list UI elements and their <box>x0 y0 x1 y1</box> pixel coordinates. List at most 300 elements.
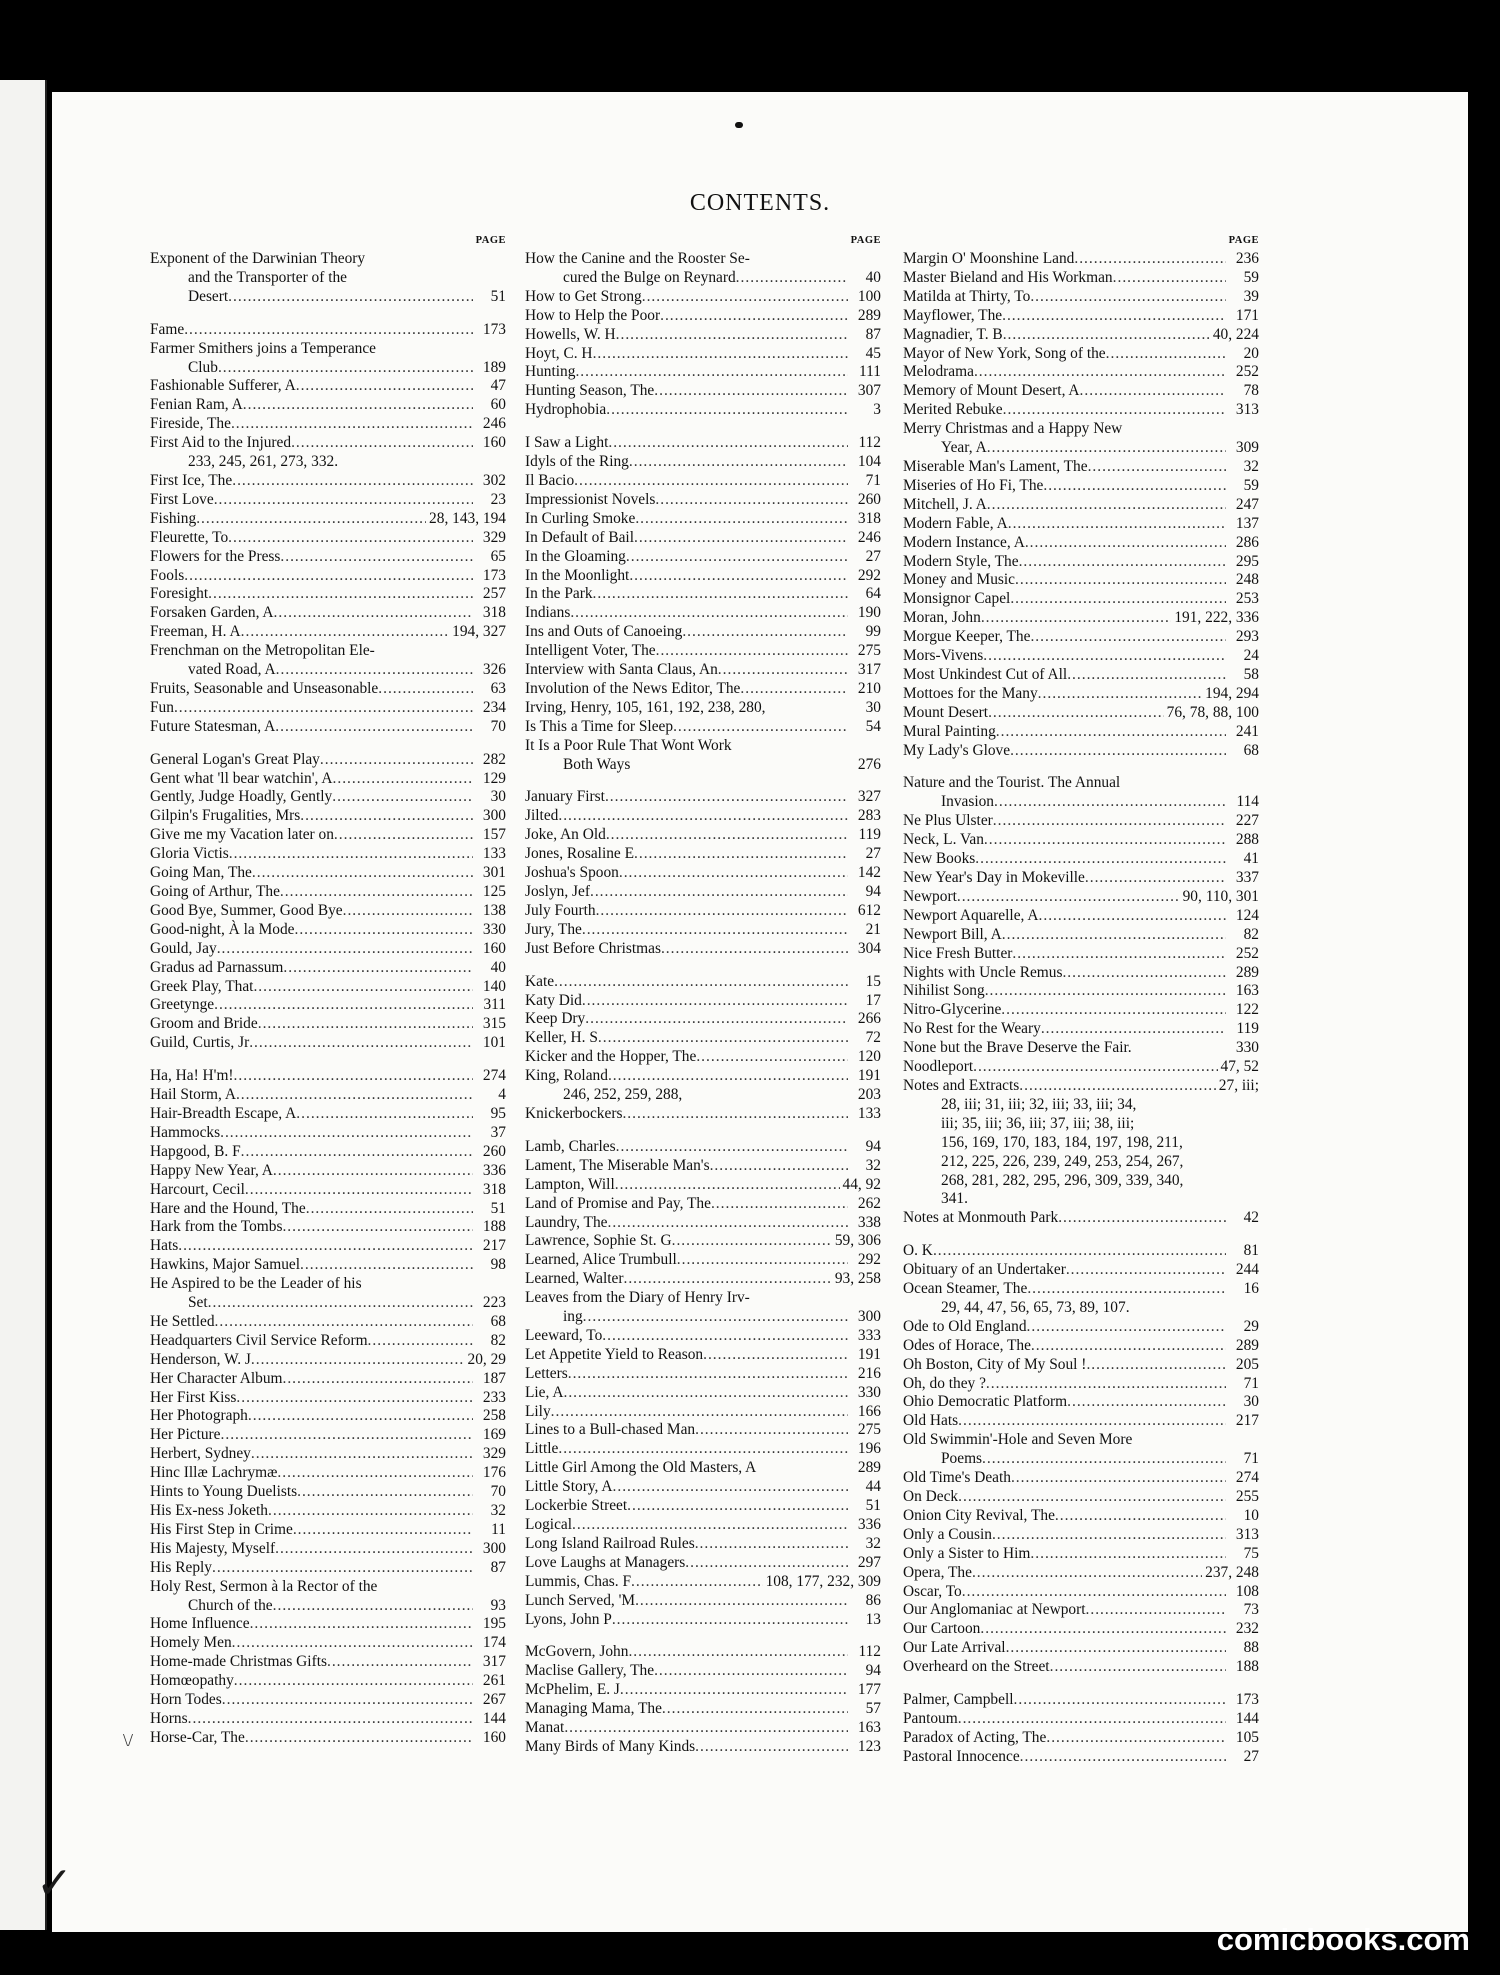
entry-title: New Year's Day in Mokeville <box>903 869 1085 886</box>
dot-leader <box>620 1681 848 1700</box>
dot-leader <box>660 307 848 326</box>
dot-leader <box>208 1294 473 1313</box>
entry-title: Notes at Monmouth Park <box>903 1209 1059 1227</box>
entry-title: Nitro-Glycerine <box>903 1001 1002 1019</box>
toc-entry <box>525 1535 881 1554</box>
entry-title: Freeman, H. A <box>150 623 241 641</box>
entry-page-number: 10 <box>1243 1506 1259 1524</box>
entry-title: Impressionist Novels <box>525 490 656 508</box>
toc-entry <box>150 415 506 434</box>
entry-title: 246, 252, 259, 288, <box>563 1086 683 1104</box>
dot-leader <box>1085 869 1226 888</box>
toc-entry <box>903 1526 1259 1545</box>
entry-title: None but the Brave Deserve the Fair. <box>903 1039 1132 1057</box>
entry-page-number: 111 <box>859 363 881 381</box>
dot-leader <box>602 1327 848 1346</box>
dot-leader <box>252 864 473 883</box>
dot-leader <box>958 1412 1226 1431</box>
toc-entry <box>903 288 1259 307</box>
entry-page-number: 32 <box>1243 457 1259 475</box>
entry-page-number: 318 <box>482 604 506 622</box>
dot-leader <box>1080 382 1226 401</box>
entry-title: Fruits, Seasonable and Unseasonable <box>150 679 379 697</box>
dot-leader <box>174 699 473 718</box>
entry-title: Hair-Breadth Escape, A <box>150 1104 297 1122</box>
entry-title: Hare and the Hound, The <box>150 1199 306 1217</box>
toc-entry <box>150 359 506 378</box>
entry-title: Fleurette, To <box>150 528 229 546</box>
toc-entry <box>903 1658 1259 1677</box>
toc-entry <box>903 363 1259 382</box>
toc-entry <box>525 1067 881 1086</box>
entry-title: Neck, L. Van <box>903 831 984 849</box>
toc-entry <box>903 477 1259 496</box>
dot-leader <box>596 902 848 921</box>
entry-title: Oscar, To <box>903 1582 962 1600</box>
entry-page-number: 223 <box>482 1294 506 1312</box>
entry-title: Most Unkindest Cut of All <box>903 665 1068 683</box>
entry-page-number: 82 <box>1243 925 1259 943</box>
entry-title: Mottoes for the Many <box>903 684 1038 702</box>
toc-entry <box>525 642 881 661</box>
entry-title: Desert <box>188 287 229 305</box>
toc-entry <box>150 1034 506 1053</box>
entry-title: Pantoum <box>903 1709 958 1727</box>
entry-title-line: Frenchman on the Metropolitan Ele- <box>150 642 375 660</box>
toc-entry <box>150 1015 506 1034</box>
dot-leader <box>220 1124 473 1143</box>
entry-page-number: 333 <box>857 1326 881 1344</box>
dot-leader <box>327 1653 473 1672</box>
toc-entry <box>525 1232 881 1251</box>
entry-page-number: 210 <box>857 679 881 697</box>
dot-leader <box>608 434 848 453</box>
entry-page-number: 612 <box>857 901 881 919</box>
entry-title: Kate <box>525 972 555 990</box>
dot-leader <box>635 1592 848 1611</box>
entry-title: Little <box>525 1440 559 1458</box>
entry-title: Nights with Uncle Remus <box>903 963 1063 981</box>
entry-title: Gloria Victis <box>150 845 229 863</box>
dot-leader <box>962 1583 1226 1602</box>
entry-page-number: 289 <box>857 1459 881 1477</box>
entry-title: Our Anglomaniac at Newport <box>903 1601 1086 1619</box>
entry-title-line: Leaves from the Diary of Henry Irv- <box>525 1289 750 1307</box>
entry-title: No Rest for the Weary <box>903 1020 1041 1038</box>
dot-leader <box>568 1365 848 1384</box>
toc-entry <box>525 1214 881 1233</box>
entry-page-number: 78 <box>1243 382 1259 400</box>
entry-title: Fun <box>150 698 174 716</box>
entry-title: My Lady's Glove <box>903 741 1011 759</box>
toc-entry <box>150 921 506 940</box>
toc-entry <box>150 1200 506 1219</box>
toc-entry <box>525 1048 881 1067</box>
entry-title: Maclise Gallery, The <box>525 1662 655 1680</box>
toc-entry <box>903 401 1259 420</box>
entry-page-number: 94 <box>865 1662 881 1680</box>
entry-page-number: 72 <box>865 1029 881 1047</box>
dot-leader <box>188 1710 473 1729</box>
dot-leader <box>634 529 848 548</box>
entry-title: Modern Style, The <box>903 552 1019 570</box>
toc-entry <box>525 1662 881 1681</box>
toc-entry <box>903 269 1259 288</box>
entry-title-line: Exponent of the Darwinian Theory <box>150 250 366 267</box>
toc-entry <box>525 491 881 510</box>
entry-title: Idyls of the Ring <box>525 453 629 471</box>
dot-leader <box>1010 742 1226 761</box>
entry-title: Lamb, Charles <box>525 1137 616 1155</box>
toc-entry <box>525 973 881 992</box>
section-gap <box>525 774 881 788</box>
toc-entry <box>903 496 1259 515</box>
entry-page-number: 318 <box>482 1180 506 1198</box>
dot-leader <box>241 1143 473 1162</box>
entry-page-number: 142 <box>857 864 881 882</box>
toc-entry <box>150 1653 506 1672</box>
entry-title: How to Get Strong <box>525 287 642 305</box>
toc-entry <box>903 1172 1259 1191</box>
toc-entry <box>150 807 506 826</box>
entry-title: Newport Aquarelle, A <box>903 906 1039 924</box>
entry-page-number: 70 <box>490 1483 506 1501</box>
dot-leader <box>994 793 1226 812</box>
entry-page-number: 124 <box>1235 906 1259 924</box>
entry-title: Nihilist Song <box>903 982 985 1000</box>
entry-title: Going of Arthur, The <box>150 883 280 900</box>
dot-leader <box>626 548 848 567</box>
entry-title: Manat <box>525 1719 565 1737</box>
dot-leader <box>275 1540 473 1559</box>
toc-entry <box>525 864 881 883</box>
entry-page-number: 120 <box>857 1048 881 1066</box>
toc-entry <box>150 902 506 921</box>
entry-page-number: 258 <box>482 1407 506 1425</box>
entry-page-number: 283 <box>857 807 881 825</box>
dot-leader <box>214 996 473 1015</box>
toc-entry <box>525 788 881 807</box>
toc-entry <box>903 307 1259 326</box>
entry-title: In Default of Bail <box>525 528 634 546</box>
dot-leader <box>1027 1318 1226 1337</box>
dot-leader <box>296 1105 473 1124</box>
toc-entry <box>150 288 506 307</box>
entry-title: ing <box>563 1308 583 1326</box>
entry-page-number: 64 <box>865 585 881 603</box>
toc-entry <box>525 1138 881 1157</box>
entry-title: Invasion <box>941 793 995 811</box>
entry-title: Logical <box>525 1516 573 1533</box>
toc-entry <box>150 699 506 718</box>
toc-entry <box>525 661 881 680</box>
entry-title: Year, A <box>941 439 987 457</box>
entry-title: Lines to a Bull-chased Man <box>525 1421 696 1439</box>
dot-leader <box>273 1597 473 1616</box>
dot-leader <box>606 401 848 420</box>
entry-page-number: 30 <box>490 788 506 806</box>
dot-leader <box>275 718 473 737</box>
entry-title: Ocean Steamer, The <box>903 1280 1028 1298</box>
checkmark-icon: ✓ <box>36 1859 73 1908</box>
section-gap <box>525 1124 881 1138</box>
toc-entry <box>525 548 881 567</box>
adjacent-page-edge <box>0 80 47 1930</box>
dot-leader <box>229 845 473 864</box>
toc-entry <box>150 1710 506 1729</box>
dot-leader <box>208 585 473 604</box>
entry-page-number: 288 <box>1235 831 1259 849</box>
dot-leader <box>178 1237 473 1256</box>
entry-page-continuation: 233, 245, 261, 273, 332. <box>188 453 339 471</box>
entry-title: Headquarters Civil Service Reform <box>150 1331 368 1349</box>
dot-leader <box>551 1403 848 1422</box>
toc-entry <box>525 1403 881 1422</box>
entry-page-number: 248 <box>1235 571 1259 589</box>
entry-page-number: 261 <box>482 1672 506 1690</box>
entry-page-number: 241 <box>1235 722 1259 740</box>
dot-leader <box>1043 477 1226 496</box>
entry-page-number: 257 <box>482 585 506 603</box>
entry-title: Fashionable Sufferer, A <box>150 377 296 395</box>
entry-title: In the Gloaming <box>525 547 626 565</box>
entry-title: Modern Fable, A <box>903 514 1008 532</box>
entry-page-number: 16 <box>1243 1280 1259 1298</box>
toc-entry <box>903 1001 1259 1020</box>
entry-page-number: 140 <box>482 977 506 995</box>
entry-title: Nice Fresh Butter <box>903 944 1013 962</box>
entry-title: Letters <box>525 1364 568 1382</box>
section-gap <box>525 1629 881 1643</box>
entry-page-number: 57 <box>865 1700 881 1718</box>
toc-entry <box>525 845 881 864</box>
toc-entry <box>150 845 506 864</box>
entry-title: Overheard on the Street <box>903 1658 1050 1676</box>
entry-title: Money and Music <box>903 571 1015 589</box>
entry-page-number: 81 <box>1243 1242 1259 1260</box>
toc-entry <box>150 396 506 415</box>
toc-entry <box>150 1634 506 1653</box>
dot-leader <box>629 453 848 472</box>
entry-title: Only a Sister to Him <box>903 1544 1031 1562</box>
toc-entry <box>903 1058 1259 1077</box>
toc-entry <box>150 1067 506 1086</box>
dot-leader <box>987 439 1226 458</box>
entry-title: Happy New Year, A <box>150 1161 273 1179</box>
dot-leader <box>228 288 473 307</box>
entry-title: Horse-Car, The <box>150 1728 245 1746</box>
entry-page-number: 32 <box>490 1502 506 1519</box>
entry-title: Fenian Ram, A <box>150 396 243 414</box>
entry-title: Our Cartoon <box>903 1620 981 1638</box>
dot-leader <box>1002 926 1226 945</box>
toc-entry <box>903 1729 1259 1748</box>
entry-page-number: 177 <box>857 1681 881 1699</box>
toc-entry <box>903 1639 1259 1658</box>
dot-leader <box>228 529 473 548</box>
entry-title: Old Time's Death <box>903 1469 1011 1487</box>
entry-page-number: 267 <box>482 1691 506 1709</box>
entry-title: Her First Kiss <box>150 1388 237 1406</box>
entry-page-number: 82 <box>490 1331 506 1349</box>
dot-leader <box>234 1672 473 1691</box>
entry-title: Old Hats <box>903 1412 959 1430</box>
toc-entry <box>903 458 1259 477</box>
margin-tick-mark: \/ <box>123 1730 134 1750</box>
toc-entry <box>903 1190 1259 1209</box>
toc-entry <box>525 1308 881 1327</box>
entry-page-number: 190 <box>857 604 881 622</box>
entry-title: Joslyn, Jef <box>525 883 590 900</box>
entry-title: Mayor of New York, Song of the <box>903 344 1106 362</box>
entry-title: Give me my Vacation later on <box>150 826 334 844</box>
dot-leader <box>677 1251 848 1270</box>
toc-entry <box>150 718 506 737</box>
dot-leader <box>1055 1507 1226 1526</box>
entry-page-number: 173 <box>1235 1691 1259 1709</box>
entry-page-number: 227 <box>1235 812 1259 830</box>
dot-leader <box>608 1067 848 1086</box>
dot-leader <box>718 661 848 680</box>
entry-page-number: 236 <box>1235 250 1259 267</box>
entry-title: General Logan's Great Play <box>150 750 320 768</box>
entry-title: Fishing <box>150 509 197 527</box>
dot-leader <box>585 1010 848 1029</box>
toc-entry <box>150 1559 506 1578</box>
entry-title: cured the Bulge on Reynard <box>563 268 736 286</box>
dot-leader <box>234 1067 473 1086</box>
entry-page-number: 133 <box>482 845 506 863</box>
toc-entry <box>150 978 506 997</box>
entry-page-number: 51 <box>865 1497 881 1515</box>
entry-page-number: 51 <box>490 1199 506 1217</box>
page-column-header: PAGE <box>475 235 506 246</box>
entry-page-number: 309 <box>1235 439 1259 457</box>
dot-leader <box>695 1535 848 1554</box>
dot-leader <box>268 1502 473 1521</box>
toc-entry <box>150 321 506 340</box>
entry-page-number: 68 <box>490 1312 506 1330</box>
entry-title: Lie, A <box>525 1383 564 1401</box>
toc-entry <box>903 926 1259 945</box>
dot-leader <box>1039 907 1227 926</box>
entry-title: Il Bacio <box>525 471 575 489</box>
entry-page-number: 44 <box>865 1478 881 1496</box>
dot-leader <box>232 1634 473 1653</box>
toc-entry <box>150 1502 506 1521</box>
entry-title: Henderson, W. J <box>150 1350 251 1368</box>
dot-leader <box>711 1195 848 1214</box>
toc-entry <box>903 1601 1259 1620</box>
dot-leader <box>280 548 473 567</box>
entry-title: Melodrama <box>903 363 974 381</box>
entry-title: His First Step in Crime <box>150 1520 293 1538</box>
dot-leader <box>184 321 473 340</box>
toc-entry <box>525 1643 881 1662</box>
entry-title: Hawkins, Major Samuel <box>150 1256 301 1274</box>
entry-page-number: 87 <box>865 325 881 343</box>
toc-entry <box>525 510 881 529</box>
toc-entry <box>525 826 881 845</box>
toc-entry <box>525 1327 881 1346</box>
toc-entry <box>903 382 1259 401</box>
dot-leader <box>280 883 473 902</box>
dot-leader <box>1002 307 1226 326</box>
dot-leader <box>236 1389 473 1408</box>
toc-entry <box>903 1356 1259 1375</box>
toc-entry <box>150 1143 506 1162</box>
entry-title: Lockerbie Street <box>525 1497 628 1515</box>
section-gap <box>525 420 881 434</box>
entry-page-number: 94 <box>865 883 881 900</box>
dot-leader <box>672 1232 832 1251</box>
entry-title: Jones, Rosaline E <box>525 845 635 863</box>
section-gap <box>150 307 506 321</box>
entry-page-number: 233 <box>482 1388 506 1406</box>
toc-entry <box>903 982 1259 1001</box>
toc-entry <box>903 1318 1259 1337</box>
entry-page-number: 144 <box>1235 1709 1259 1727</box>
entry-title: Notes and Extracts <box>903 1076 1020 1094</box>
toc-entry <box>150 1540 506 1559</box>
toc-entry <box>150 1256 506 1275</box>
entry-title: Lummis, Chas. F <box>525 1572 632 1590</box>
toc-entry <box>150 1181 506 1200</box>
entry-title: McGovern, John <box>525 1643 629 1661</box>
toc-entry <box>525 1384 881 1403</box>
dot-leader <box>628 1643 848 1662</box>
entry-page-number: 90, 110, 301 <box>1182 887 1259 905</box>
entry-title: Kicker and the Hopper, The <box>525 1048 697 1066</box>
section-gap <box>903 1228 1259 1242</box>
dot-leader <box>1067 666 1226 685</box>
entry-page-number: 216 <box>857 1364 881 1382</box>
section-gap <box>525 959 881 973</box>
dot-leader <box>253 978 473 997</box>
dot-leader <box>627 1497 848 1516</box>
toc-entry <box>150 788 506 807</box>
entry-page-number: 337 <box>1235 869 1259 886</box>
dot-leader <box>607 1214 848 1233</box>
entry-page-number: 40 <box>490 958 506 976</box>
entry-title: Hoyt, C. H <box>525 344 593 362</box>
entry-page-number: 318 <box>857 509 881 527</box>
page-column-header: PAGE <box>1228 235 1259 246</box>
entry-page-number: 88 <box>1243 1639 1259 1657</box>
entry-page-number: 166 <box>857 1402 881 1420</box>
toc-entry <box>525 382 881 401</box>
dot-leader <box>1074 250 1226 269</box>
entry-page-number: 289 <box>1235 963 1259 981</box>
entry-page-number: 98 <box>490 1256 506 1274</box>
dot-leader <box>655 491 848 510</box>
section-gap <box>903 1677 1259 1691</box>
entry-title: Land of Promise and Pay, The <box>525 1194 711 1212</box>
toc-entry <box>903 723 1259 742</box>
toc-entry <box>903 964 1259 983</box>
toc-entry <box>903 945 1259 964</box>
entry-title: 212, 225, 226, 239, 249, 253, 254, 267, <box>941 1152 1184 1170</box>
dot-leader <box>622 1105 848 1124</box>
dot-leader <box>243 396 473 415</box>
toc-entry <box>150 1124 506 1143</box>
watermark: comicbooks.com <box>1216 1922 1470 1957</box>
entry-title: In the Moonlight <box>525 566 630 584</box>
toc-entry <box>150 1729 506 1748</box>
toc-entry <box>903 1209 1259 1228</box>
toc-entry <box>525 992 881 1011</box>
dot-leader <box>215 1313 473 1332</box>
